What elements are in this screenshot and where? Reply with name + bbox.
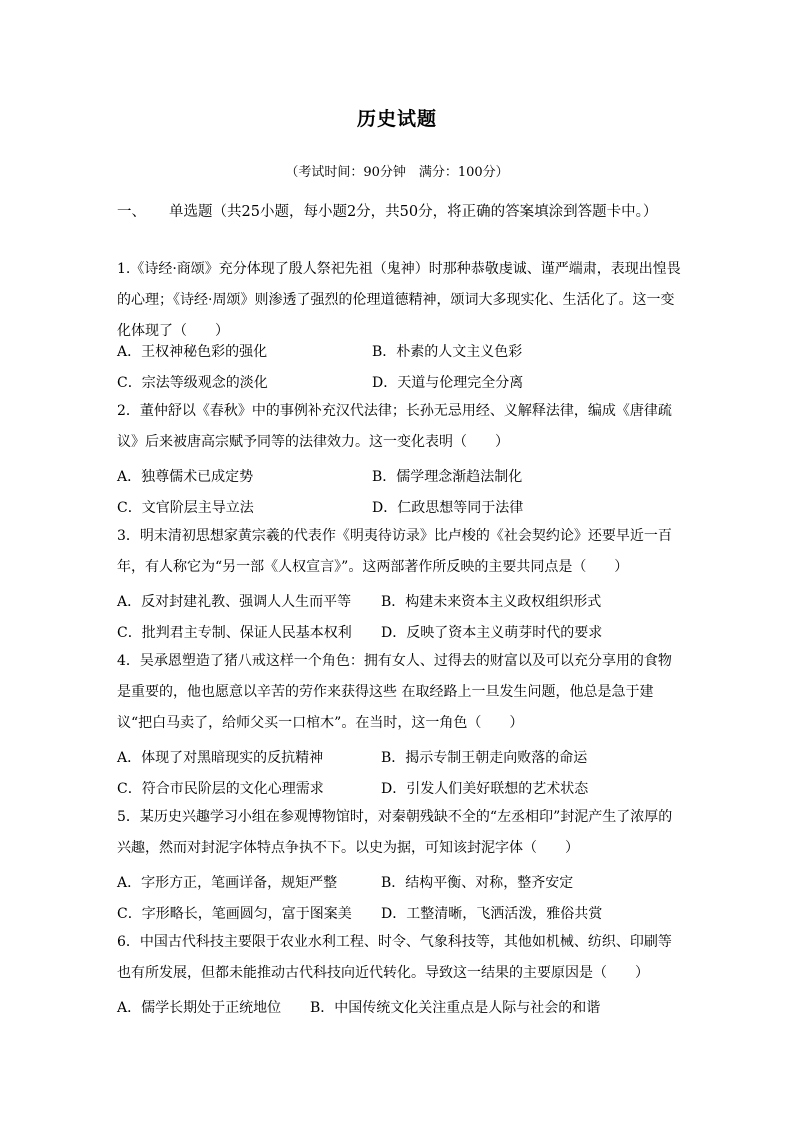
question-4-option-a: A．体现了对黑暗现实的反抗精神 (117, 750, 324, 766)
question-2-option-c: C．文官阶层主导立法 (117, 500, 254, 516)
question-3-stem: 3．明末清初思想家黄宗羲的代表作《明夷待访录》比卢梭的《社会契约论》还要早近一百年，有人称它为“另一部《人权宣言》”。这两部著作所反映的主要共同点是（ ） (117, 528, 672, 575)
question-2-option-a: A．独尊儒术已成定势 (117, 469, 254, 485)
question-3-option-d: D．反映了资本主义萌芽时代的要求 (381, 625, 603, 641)
section-instructions: 单选题（共25小题，每小题2分，共50分，将正确的答案填涂到答题卡中。） (169, 204, 658, 220)
question-5-option-b: B．结构平衡、对称，整齐安定 (381, 875, 574, 891)
question-1-option-c: C．宗法等级观念的淡化 (117, 375, 268, 391)
question-6-stem: 6．中国古代科技主要限于农业水利工程、时令、气象科技等，其他如机械、纺织、印刷等也有所发展，但都未能推动古代科技向近代转化。导致这一结果的主要原因是（ ） (117, 934, 672, 981)
question-5-stem: 5．某历史兴趣学习小组在参观博物馆时，对秦朝残缺不全的“左丞相印”封泥产生了浓厚的兴趣，然而对封泥字体特点争执不下。以史为据，可知该封泥字体（ ） (117, 809, 673, 856)
question-3-option-b: B．构建未来资本主义政权组织形式 (381, 594, 602, 610)
question-5-option-a: A．字形方正，笔画详备，规矩严整 (117, 875, 338, 891)
question-6-option-b: B．中国传统文化关注重点是人际与社会的和谐 (310, 1000, 601, 1016)
question-2-option-d: D．仁政思想等同于法律 (372, 500, 524, 516)
section-number: 一、 (117, 204, 146, 220)
question-3-option-a: A．反对封建礼教、强调人人生而平等 (117, 594, 352, 610)
question-4-option-d: D．引发人们美好联想的艺术状态 (381, 781, 589, 797)
exam-info: （考试时间：90分钟 满分：100分） (285, 165, 509, 180)
question-6-option-a: A．儒学长期处于正统地位 (117, 1000, 282, 1016)
question-2-stem: 2．董仲舒以《春秋》中的事例补充汉代法律；长孙无忌用经、义解释法律，编成《唐律疏议》后来被唐高宗赋予同等的法律效力。这一变化表明（ ） (117, 403, 672, 450)
question-1-option-b: B．朴素的人文主义色彩 (372, 344, 523, 360)
question-1-stem: 1.《诗经·商颂》充分体现了殷人祭祀先祖（鬼神）时那种恭敬虔诚、谨严端肃，表现出惶畏的心理；《诗经·周颂》则渗透了强烈的伦理道德精神，颂词大多现实化、生活化了。这一变化体现了（ ） (117, 261, 681, 339)
question-4-option-b: B．揭示专制王朝走向败落的命运 (381, 750, 588, 766)
question-4-stem: 4．吴承恩塑造了猪八戒这样一个角色：拥有女人、过得去的财富以及可以充分享用的食物是重要的，他也愿意以辛苦的劳作来获得这些 在取经路上一旦发生问题，他总是急于建议“把白马卖了，给师父买一口棺木”。在当时，这一角色（ ） (117, 653, 672, 731)
question-5-option-c: C．字形略长，笔画圆匀，富于图案美 (117, 906, 352, 922)
question-1-option-a: A．王权神秘色彩的强化 (117, 344, 268, 360)
question-5-option-d: D．工整清晰，飞洒活泼，雅俗共赏 (381, 906, 603, 922)
question-1-option-d: D．天道与伦理完全分离 (372, 375, 524, 391)
question-4-option-c: C．符合市民阶层的文化心理需求 (117, 781, 324, 797)
question-2-option-b: B．儒学理念渐趋法制化 (372, 469, 523, 485)
question-3-option-c: C．批判君主专制、保证人民基本权利 (117, 625, 352, 641)
exam-title: 历史试题 (356, 108, 437, 130)
